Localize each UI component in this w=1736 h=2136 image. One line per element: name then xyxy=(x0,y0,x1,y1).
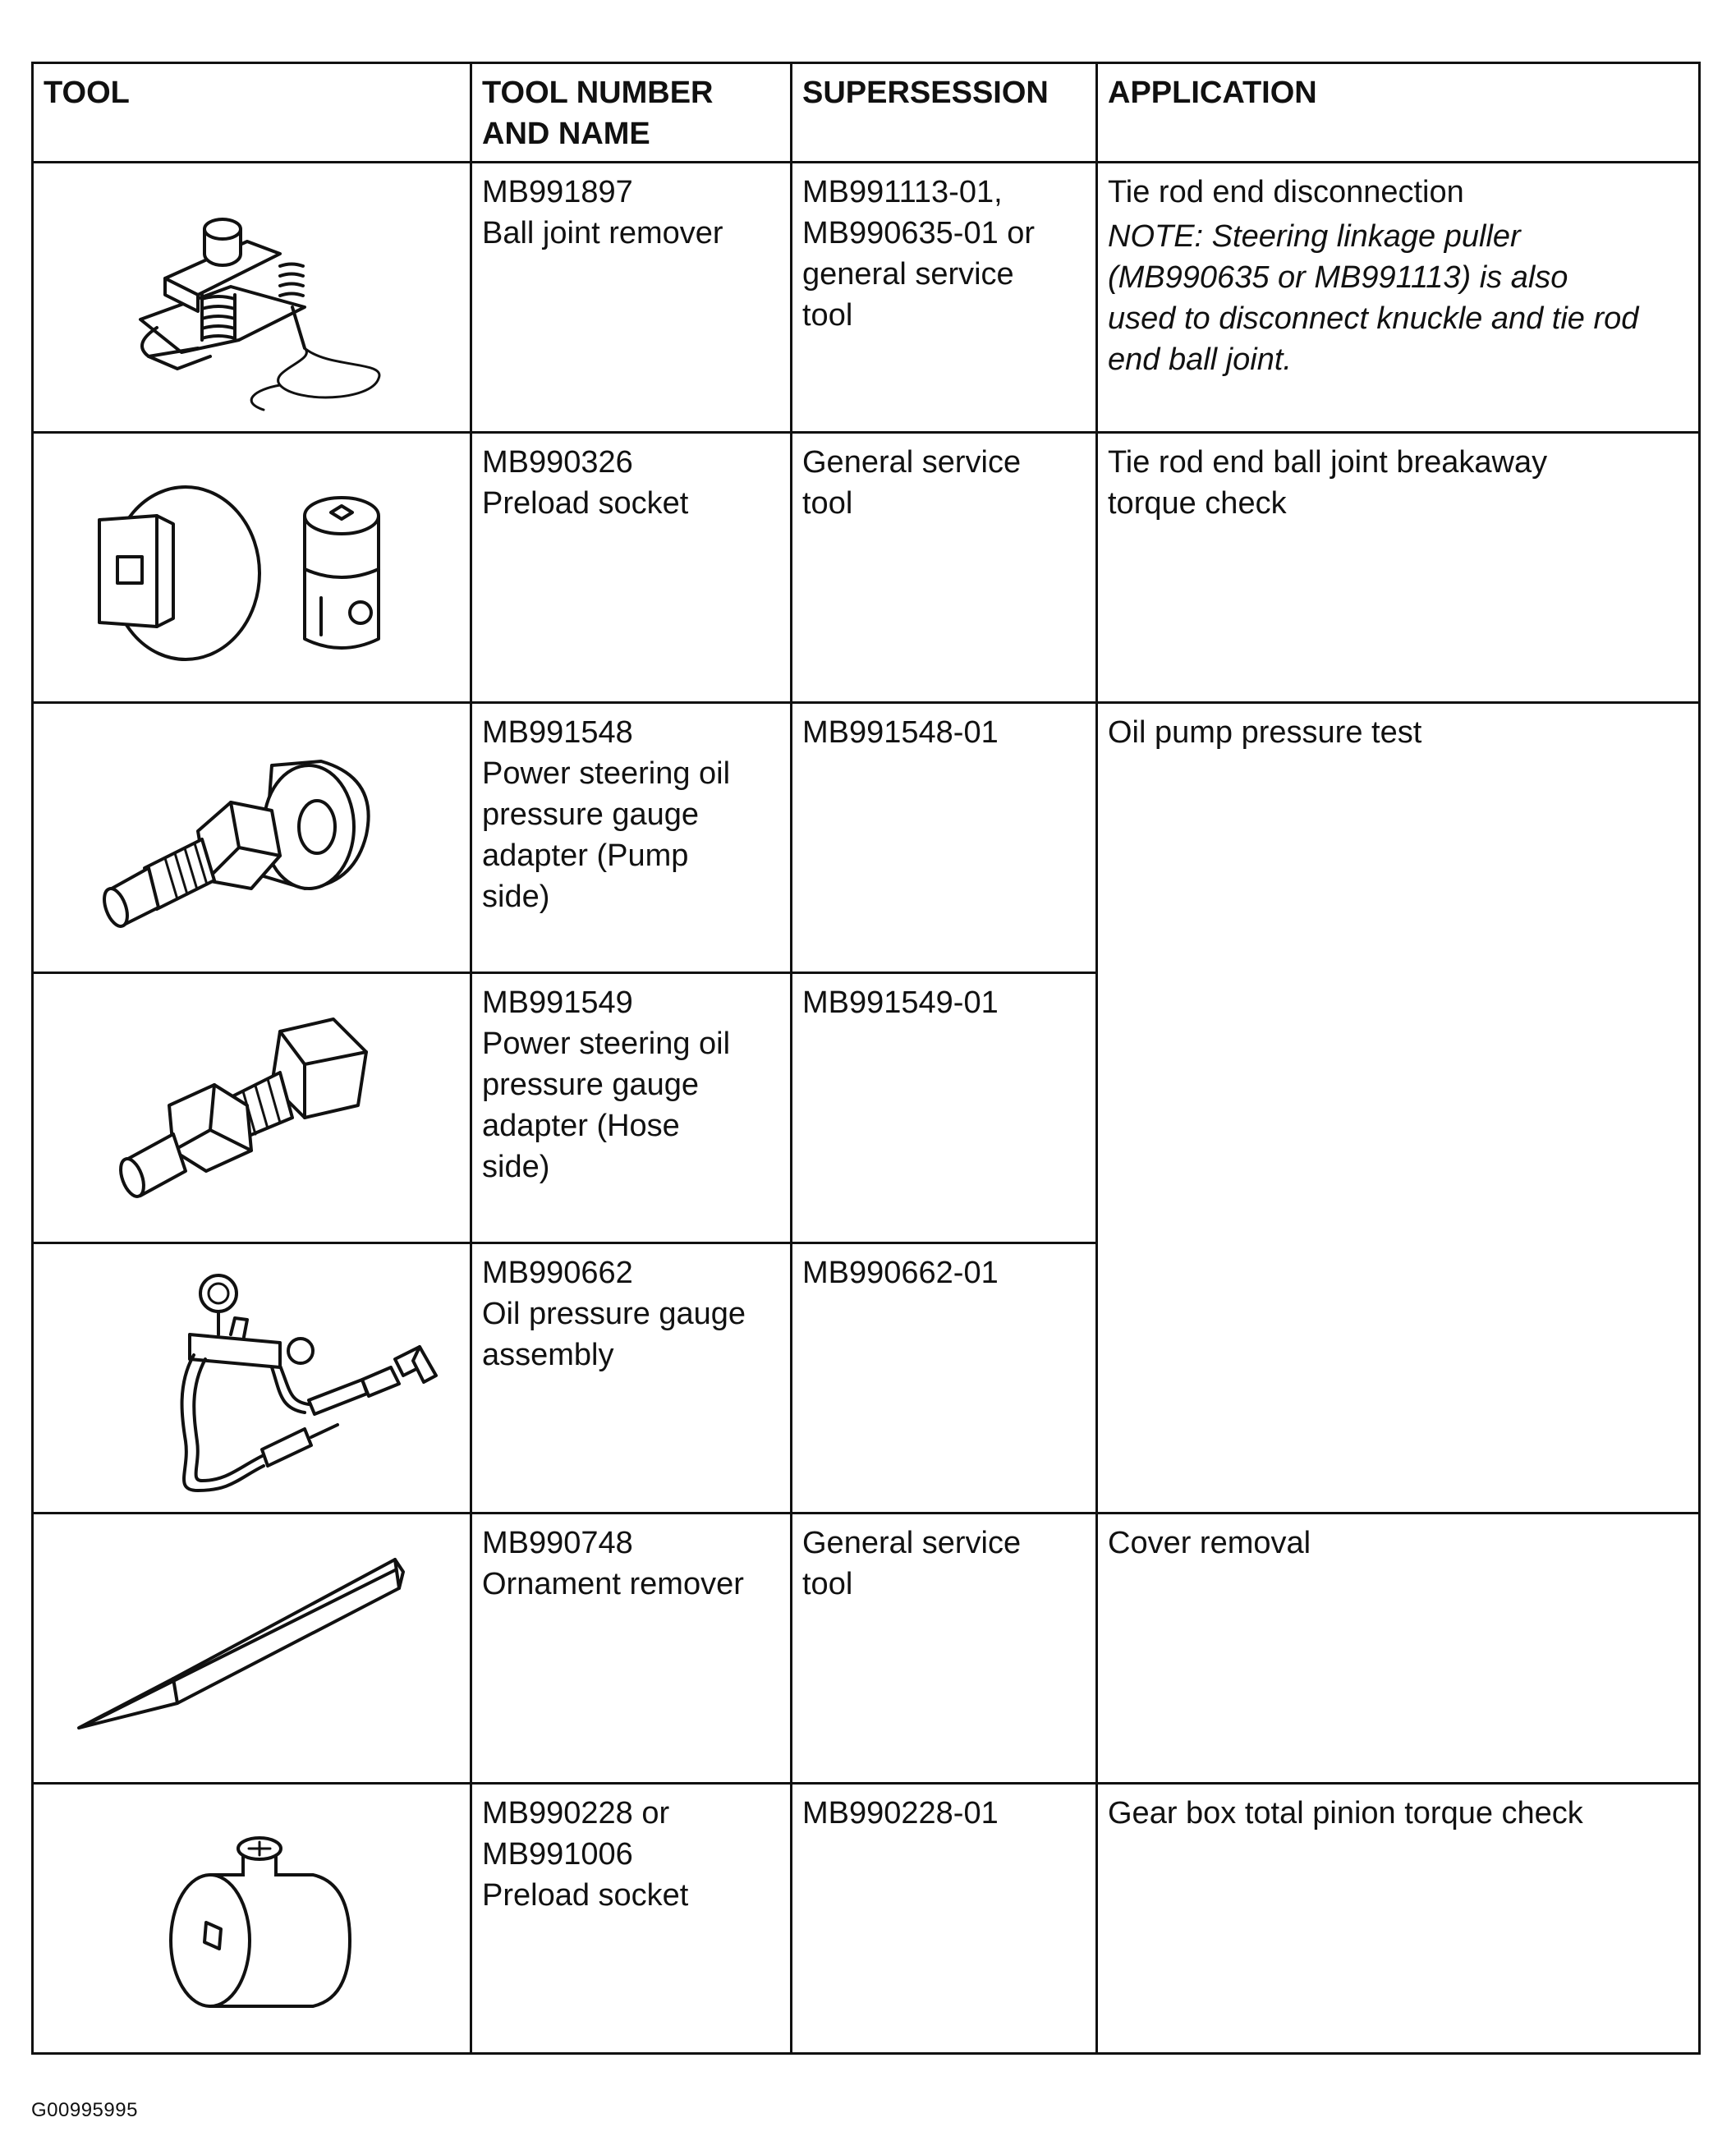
header-tool-number-and-name: TOOL NUMBER AND NAME xyxy=(471,63,792,163)
tool-illustration-cell xyxy=(33,1243,471,1514)
header-supersession: SUPERSESSION xyxy=(792,63,1097,163)
tool-illustration-cell xyxy=(33,1514,471,1784)
tool-number-and-name-cell: MB991549 Power steering oil pressure gauge adapter (Hose side) xyxy=(471,973,792,1243)
ornament-remover-icon xyxy=(34,1514,471,1782)
tool-number-and-name-cell: MB991548 Power steering oil pressure gauge adapter (Pump side) xyxy=(471,703,792,973)
tool-number-and-name-cell: MB990228 or MB991006 Preload socket xyxy=(471,1784,792,2054)
table-header-row xyxy=(33,63,1700,163)
application-cell: Tie rod end disconnection NOTE: Steering linkage puller (MB990635 or MB991113) is also used to disconnect knuckle and tie rod end ball joint. xyxy=(1097,163,1700,433)
application-note: NOTE: Steering linkage puller (MB990635 or MB991113) is also used to disconnect knuckle and tie rod end ball joint. xyxy=(1108,219,1639,377)
ball-joint-remover-icon xyxy=(34,163,471,431)
preload-socket-icon xyxy=(34,434,471,701)
tool-table-sheet xyxy=(31,62,1701,2055)
supersession-cell: MB990662-01 xyxy=(792,1243,1097,1514)
pump-side-adapter-icon xyxy=(34,704,471,972)
application-cell: Gear box total pinion torque check xyxy=(1097,1784,1700,2054)
supersession-cell: General service tool xyxy=(792,1514,1097,1784)
tool-illustration-cell xyxy=(33,703,471,973)
pinion-preload-socket-icon xyxy=(34,1785,471,2052)
table-row xyxy=(33,1514,1700,1784)
table-row xyxy=(33,703,1700,973)
header-tool: TOOL xyxy=(33,63,471,163)
application-cell: Oil pump pressure test xyxy=(1097,703,1700,1514)
tool-illustration-cell xyxy=(33,433,471,703)
special-tools-table xyxy=(31,62,1701,2055)
supersession-cell: MB991549-01 xyxy=(792,973,1097,1243)
tool-illustration-cell xyxy=(33,1784,471,2054)
hose-side-adapter-icon xyxy=(34,974,471,1242)
oil-pressure-gauge-icon xyxy=(34,1244,471,1512)
supersession-cell: MB991113-01, MB990635-01 or general service tool xyxy=(792,163,1097,433)
supersession-cell: MB990228-01 xyxy=(792,1784,1097,2054)
table-row xyxy=(33,433,1700,703)
figure-id: G00995995 xyxy=(31,2099,138,2121)
table-row xyxy=(33,1784,1700,2054)
tool-illustration-cell xyxy=(33,973,471,1243)
application-cell: Cover removal xyxy=(1097,1514,1700,1784)
header-application: APPLICATION xyxy=(1097,63,1700,163)
supersession-cell: General service tool xyxy=(792,433,1097,703)
tool-illustration-cell xyxy=(33,163,471,433)
tool-number-and-name-cell: MB991897 Ball joint remover xyxy=(471,163,792,433)
tool-number-and-name-cell: MB990748 Ornament remover xyxy=(471,1514,792,1784)
table-row xyxy=(33,163,1700,433)
supersession-cell: MB991548-01 xyxy=(792,703,1097,973)
tool-number-and-name-cell: MB990326 Preload socket xyxy=(471,433,792,703)
application-cell: Tie rod end ball joint breakaway torque check xyxy=(1097,433,1700,703)
tool-number-and-name-cell: MB990662 Oil pressure gauge assembly xyxy=(471,1243,792,1514)
